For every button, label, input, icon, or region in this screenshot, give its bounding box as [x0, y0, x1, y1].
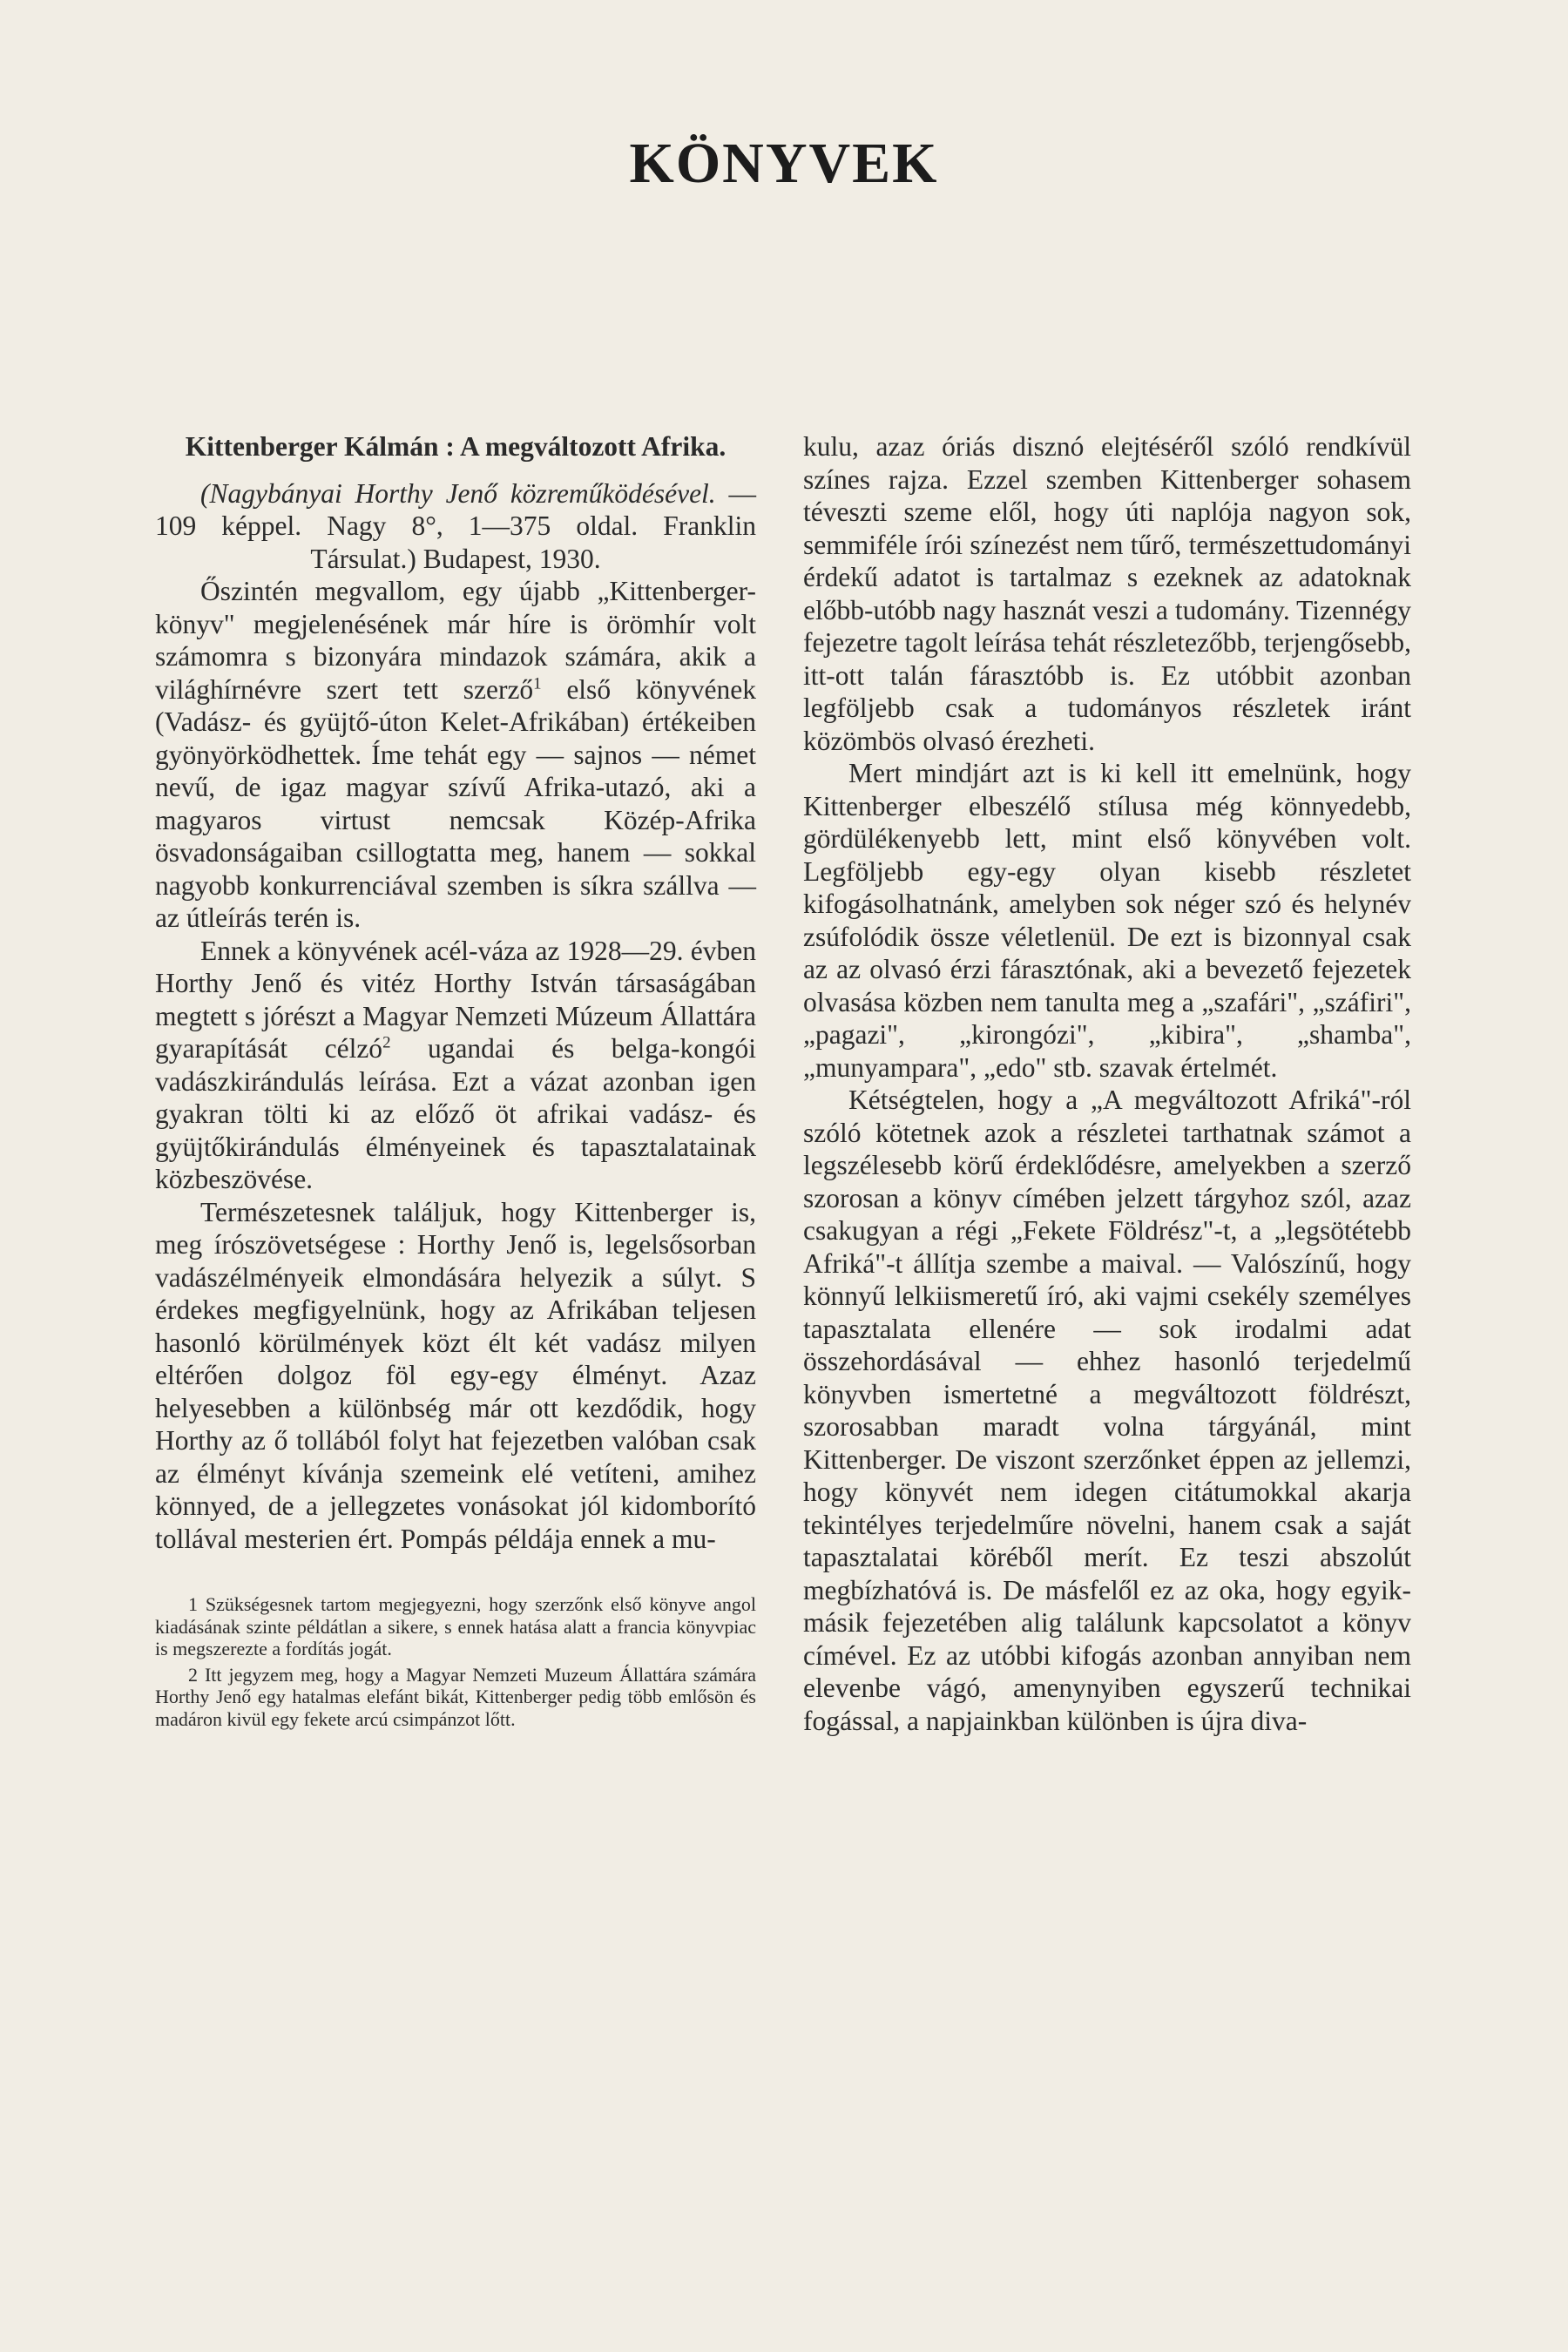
paragraph: Természetesnek találjuk, hogy Kittenberger is, meg írószövetségese : Horthy Jenő is, legelsősorban vadászélményeik elmondására helyezik a súlyt. S érdekes megfigyelnünk, hogy az Afrikában teljesen hasonló körülmények közt élt két vadász milyen eltérően dolgoz föl egy-egy élményt. Azaz helyesebben a különbség már ott kezdődik, hogy Horthy az ő tollából folyt hat fejezetben valóban csak az élményt kívánja szemeink elé vetíteni, amihez könnyed, de a jellegzetes vonásokat jól kidomborító tollával mesterien ért. Pompás példája ennek a mu-: [155, 1196, 756, 1554]
footnote-ref: 1: [533, 674, 542, 693]
footnote: 2 Itt jegyzem meg, hogy a Magyar Nemzeti Muzeum Állattára számára Horthy Jenő egy hatalmas elefánt bikát, Kittenberger pedig több emlősön és madáron kivül egy fekete arcú csimpánzot lőtt.: [155, 1663, 756, 1730]
paragraph: [155, 935, 756, 1196]
left-column: [155, 430, 756, 1734]
paragraph: Mert mindjárt azt is ki kell itt emelnünk, hogy Kittenberger elbeszélő stílusa még könnyedebb, gördülékenyebb lett, mint első könyvében volt. Legföljebb egy-egy olyan kisebb részletet kifogásolhatnánk, amelyben sok néger szó és helynév zsúfolódik össze véletlenül. De ezt is bizonnyal csak az az olvasó érzi fárasztónak, aki a bevezető fejezetek olvasása közben nem tanulta meg a „szafári", „száfiri", „pagazi", „kirongózi", „kibira", „shamba", „munyampara", „edo" stb. szavak értelmét.: [803, 758, 1411, 1083]
paragraph-text: Őszintén megvallom, egy újabb „Kittenberger-könyv" megjelenésének már híre is örömhír volt számomra s bizonyára mindazok számára, akik a világhírnévre szert tett szerző: [155, 576, 756, 705]
footnote-ref: 2: [382, 1033, 391, 1052]
review-heading: Kittenberger Kálmán : A megváltozott Afrika.: [185, 431, 727, 462]
paragraph: Kétségtelen, hogy a „A megváltozott Afriká"-ról szóló kötetnek azok a részletei tarthatnak számot a legszélesebb körű érdeklődésre, amelyekben a szerző szorosan a könyv címében jelzett tárgyhoz szól, azaz csakugyan a régi „Fekete Földrész"-t, a „legsötétebb Afriká"-t állítja szembe a maival. — Valószínű, hogy könnyű lelkiismeretű író, aki vajmi csekély személyes tapasztalata ellenére — sok irodalmi adat összehordásával — ehhez hasonló terjedelmű könyvben ismertetné a megváltozott földrészt, szorosabban maradt volna tárgyánál, mint Kittenberger. De viszont szerzőnket éppen az jellemzi, hogy könyvét nem idegen citátumokkal akarja tekintélyes terjedelműre növelni, hanem csak a saját tapasztalatai köréből merít. Ez teszi abszolút megbízhatóvá is. De másfelől ez az oka, hogy egyik-másik fejezetében alig találunk kapcsolatot a könyv címével. Ez az utóbbi kifogás azonban annyiban nem elevenbe vágó, amenynyiben egyszerű technikai fogással, a napjainkban különben is újra diva-: [803, 1085, 1411, 1736]
paragraph-text: első könyvének (Vadász- és gyüjtő-úton Kelet-Afrikában) értékeiben gyönyörködhettek. Íme tehát egy — sajnos — német nevű, de igaz magyar szívű Afrika-utazó, aki a magyaros virtust nemcsak Közép-Afrika ösvadonságaiban csillogtatta meg, hanem — sokkal nagyobb konkurrenciával szemben is síkra szállva — az útleírás terén is.: [155, 673, 756, 933]
review-meta-rest: — 109 képpel. Nagy 8°, 1—375 oldal. Franklin Társulat.) Budapest, 1930.: [155, 477, 756, 574]
review-bibliographic-info: [155, 477, 756, 576]
paragraph: kulu, azaz óriás disznó elejtéséről szóló rendkívül színes rajza. Ezzel szemben Kittenberger sohasem téveszti szeme elől, hogy úti naplója nagyon sok, semmiféle írói színezést nem tűrő, természettudományi érdekű adatot is tartalmaz s ezeknek az adatoknak előbb-utóbb nagy hasznát veszi a tudomány. Tizennégy fejezetre tagolt leírása tehát részletezőbb, terjengősebb, itt-ott talán fárasztóbb is. Ez utóbbit azonban legföljebb csak a tudományos részletek iránt közömbös olvasó érezheti.: [803, 431, 1411, 756]
paragraph-text: Ennek a könyvének acél-váza az 1928—29. évben Horthy Jenő és vitéz Horthy István társaságában megtett s jórészt a Magyar Nemzeti Múzeum Állattára gyarapítását célzó: [155, 935, 756, 1064]
footnotes: [155, 1593, 756, 1730]
review-meta-italic: (Nagybányai Horthy Jenő közreműködésével.: [200, 477, 716, 509]
right-column: [803, 430, 1411, 1737]
footnote: 1 Szükségesnek tartom megjegyezni, hogy szerzőnk első könyve angol kiadásának szinte példátlan a sikere, s ennek hatása alatt a francia könyvpiac is megszerezte a fordítás jogát.: [155, 1593, 756, 1659]
paragraph-text: ugandai és belga-kongói vadászkirándulás leírása. Ezt a vázat azonban igen gyakran tölti ki az előző öt afrikai vadász- és gyüjtőkirándulás élményeinek és tapasztalatainak közbeszövése.: [155, 1033, 756, 1194]
page-title: KÖNYVEK: [629, 132, 939, 195]
paragraph: [155, 575, 756, 935]
